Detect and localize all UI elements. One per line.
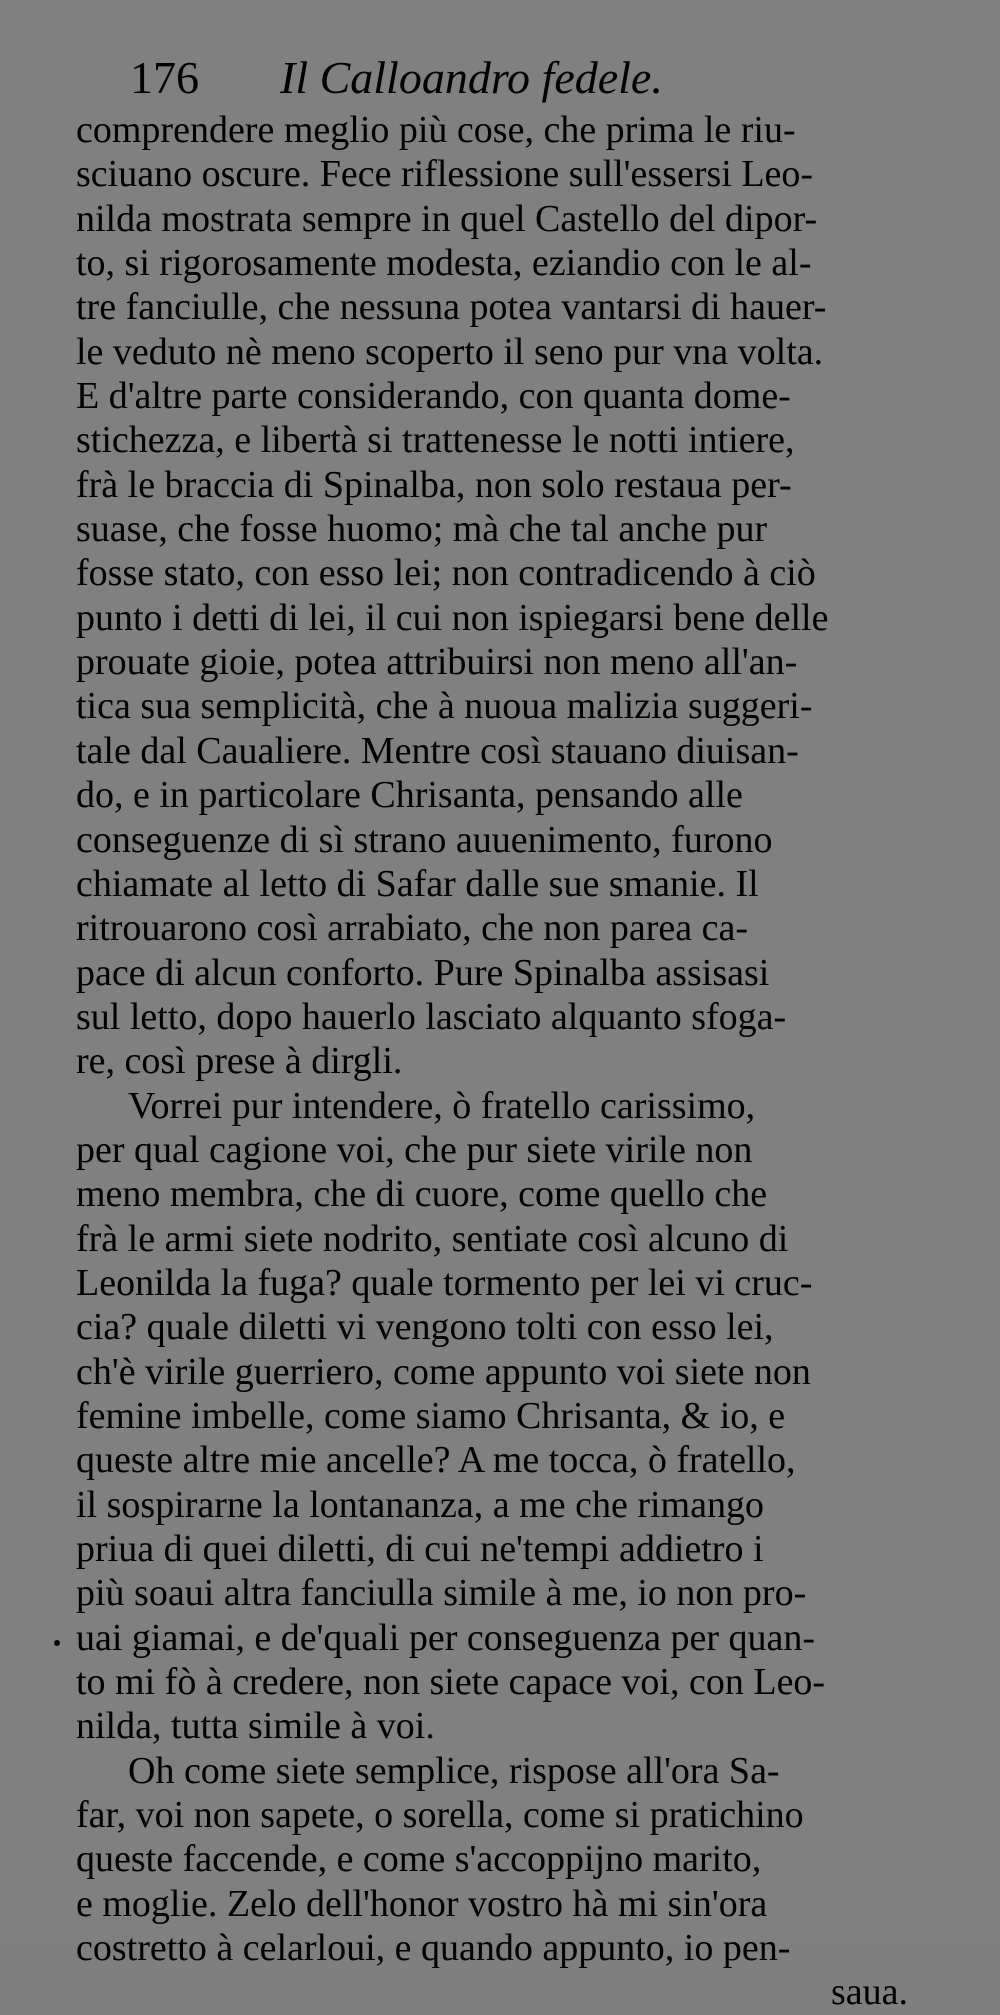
page-number: 176 xyxy=(130,52,199,103)
text-line: ch'è virile guerriero, come appunto voi siete non xyxy=(76,1350,811,1393)
text-line: tale dal Caualiere. Mentre così stauano diuisan- xyxy=(76,729,799,772)
text-line: per qual cagione voi, che pur siete virile non xyxy=(76,1128,753,1171)
text-line: suase, che fosse huomo; mà che tal anche pur xyxy=(76,508,768,551)
text-line: femine imbelle, come siamo Chrisanta, & io, e xyxy=(76,1394,786,1437)
text-line: do, e in particolare Chrisanta, pensando alle xyxy=(76,774,743,817)
book-title: Il Calloandro fedele. xyxy=(280,52,663,103)
text-line: uai giamai, e de'quali per conseguenza per quan- xyxy=(76,1616,816,1659)
text-line: comprendere meglio più cose, che prima le riu- xyxy=(76,109,796,151)
text-line: to mi fò à credere, non siete capace voi, con Leo- xyxy=(76,1661,826,1704)
text-line: conseguenze di sì strano auuenimento, furono xyxy=(76,818,773,861)
text-block xyxy=(76,108,924,2015)
text-line: frà le armi siete nodrito, sentiate così alcuno di xyxy=(76,1217,789,1260)
text-line: to, si rigorosamente modesta, eziandio con le al- xyxy=(76,242,812,285)
text-line: più soaui altra fanciulla simile à me, io non pro- xyxy=(76,1572,807,1615)
text-line: re, così prese à dirgli. xyxy=(76,1040,403,1083)
text-line: nilda mostrata sempre in quel Castello del dipor- xyxy=(76,197,818,240)
text-line: nilda, tutta simile à voi. xyxy=(76,1705,435,1748)
text-line: priua di quei diletti, di cui ne'tempi addietro i xyxy=(76,1528,764,1570)
text-line: chiamate al letto di Safar dalle sue smanie. Il xyxy=(76,862,759,905)
paragraph-start-line: Vorrei pur intendere, ò fratello carissimo, xyxy=(128,1084,756,1127)
text-line: queste faccende, e come s'accoppijno marito, xyxy=(76,1838,762,1881)
text-line: le veduto nè meno scoperto il seno pur vna volta. xyxy=(76,330,824,373)
text-line: frà le braccia di Spinalba, non solo restaua per- xyxy=(76,463,792,506)
text-line: E d'altre parte considerando, con quanta dome- xyxy=(76,375,791,418)
text-line: stichezza, e libertà si trattenesse le notti intiere, xyxy=(76,419,795,462)
text-line: tica sua semplicità, che à nuoua malizia suggeri- xyxy=(76,685,813,728)
text-line: ritrouarono così arrabiato, che non parea ca- xyxy=(76,907,749,950)
paragraph-start-line: Oh come siete semplice, rispose all'ora Sa- xyxy=(128,1749,780,1792)
running-head xyxy=(130,48,890,108)
text-line: sciuano oscure. Fece riflessione sull'essersi Leo- xyxy=(76,153,814,196)
text-line: e moglie. Zelo dell'honor vostro hà mi sin'ora xyxy=(76,1882,768,1925)
text-line: sul letto, dopo hauerlo lasciato alquanto sfoga- xyxy=(76,995,787,1038)
text-line: pace di alcun conforto. Pure Spinalba assisasi xyxy=(76,951,770,994)
text-line: tre fanciulle, che nessuna potea vantarsi di hauer- xyxy=(76,286,827,329)
margin-dot xyxy=(54,1640,60,1646)
text-line: Leonilda la fuga? quale tormento per lei vi cruc- xyxy=(76,1261,813,1304)
text-line: costretto à celarloui, e quando appunto, io pen- xyxy=(76,1927,791,1970)
text-line: punto i detti di lei, il cui non ispiegarsi bene delle xyxy=(76,596,829,639)
text-line: cia? quale diletti vi vengono tolti con esso lei, xyxy=(76,1306,774,1349)
catchword-line: saua. xyxy=(830,1971,908,2014)
text-line: meno membra, che di cuore, come quello che xyxy=(76,1173,768,1216)
text-line: fosse stato, con esso lei; non contradicendo à ciò xyxy=(76,552,816,595)
text-line: prouate gioie, potea attribuirsi non meno all'an- xyxy=(76,641,798,684)
text-line: il sospirarne la lontananza, a me che rimango xyxy=(76,1483,764,1526)
text-line: queste altre mie ancelle? A me tocca, ò fratello, xyxy=(76,1439,796,1482)
text-line: far, voi non sapete, o sorella, come si pratichino xyxy=(76,1794,804,1837)
